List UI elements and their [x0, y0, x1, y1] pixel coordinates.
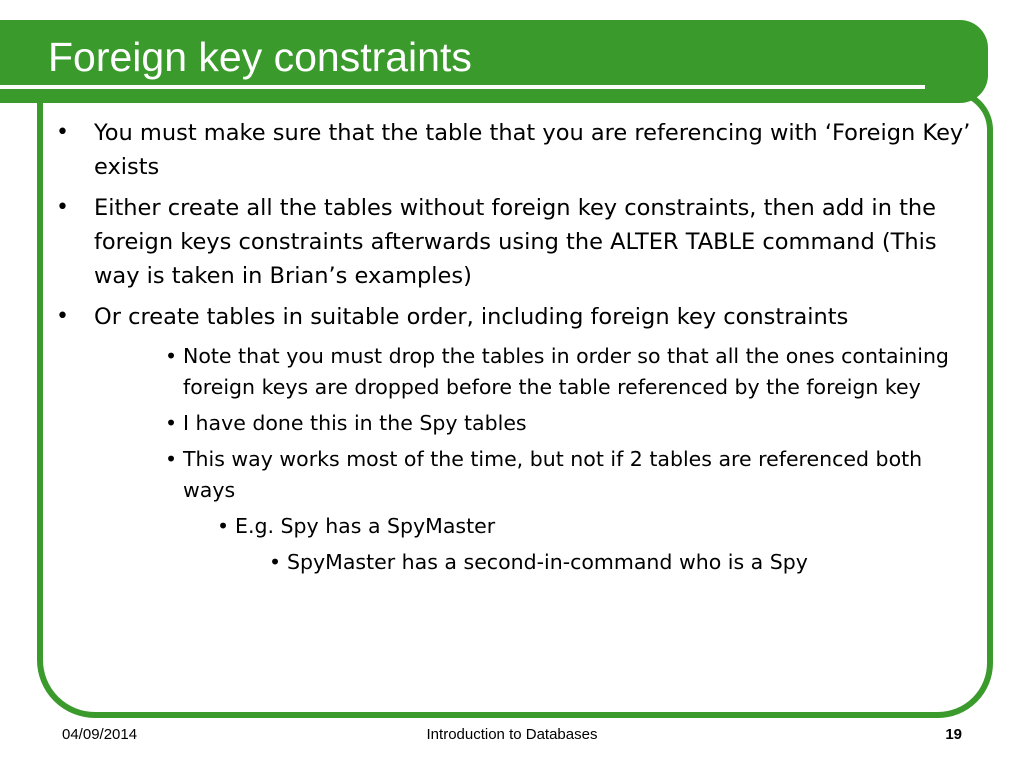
- slide-title: Foreign key constraints: [48, 34, 472, 80]
- footer-date: 04/09/2014: [62, 726, 138, 743]
- sub-sub-sub-bullet-item: • SpyMaster has a second-in-command who is a Spy: [269, 547, 976, 578]
- bullet-item: • Or create tables in suitable order, including foreign key constraints: [56, 300, 976, 334]
- sub-bullet-item: • Note that you must drop the tables in order so that all the ones containing foreign keys are dropped before the table referenced by the foreign key: [165, 341, 976, 403]
- footer-page-number: 19: [945, 726, 962, 743]
- sub-bullet-item: • This way works most of the time, but not if 2 tables are referenced both ways: [165, 444, 976, 506]
- sub-bullet-item: • I have done this in the Spy tables: [165, 408, 976, 439]
- sub-sub-bullet-item: • E.g. Spy has a SpyMaster: [217, 511, 976, 542]
- bullet-item: • Either create all the tables without foreign key constraints, then add in the foreign keys constraints afterwards using the ALTER TABLE command (This way is taken in Brian’s examples): [56, 191, 976, 293]
- slide-content: [56, 116, 976, 583]
- bullet-item: • You must make sure that the table that you are referencing with ‘Foreign Key’ exists: [56, 116, 976, 184]
- footer-course-title: Introduction to Databases: [426, 726, 598, 743]
